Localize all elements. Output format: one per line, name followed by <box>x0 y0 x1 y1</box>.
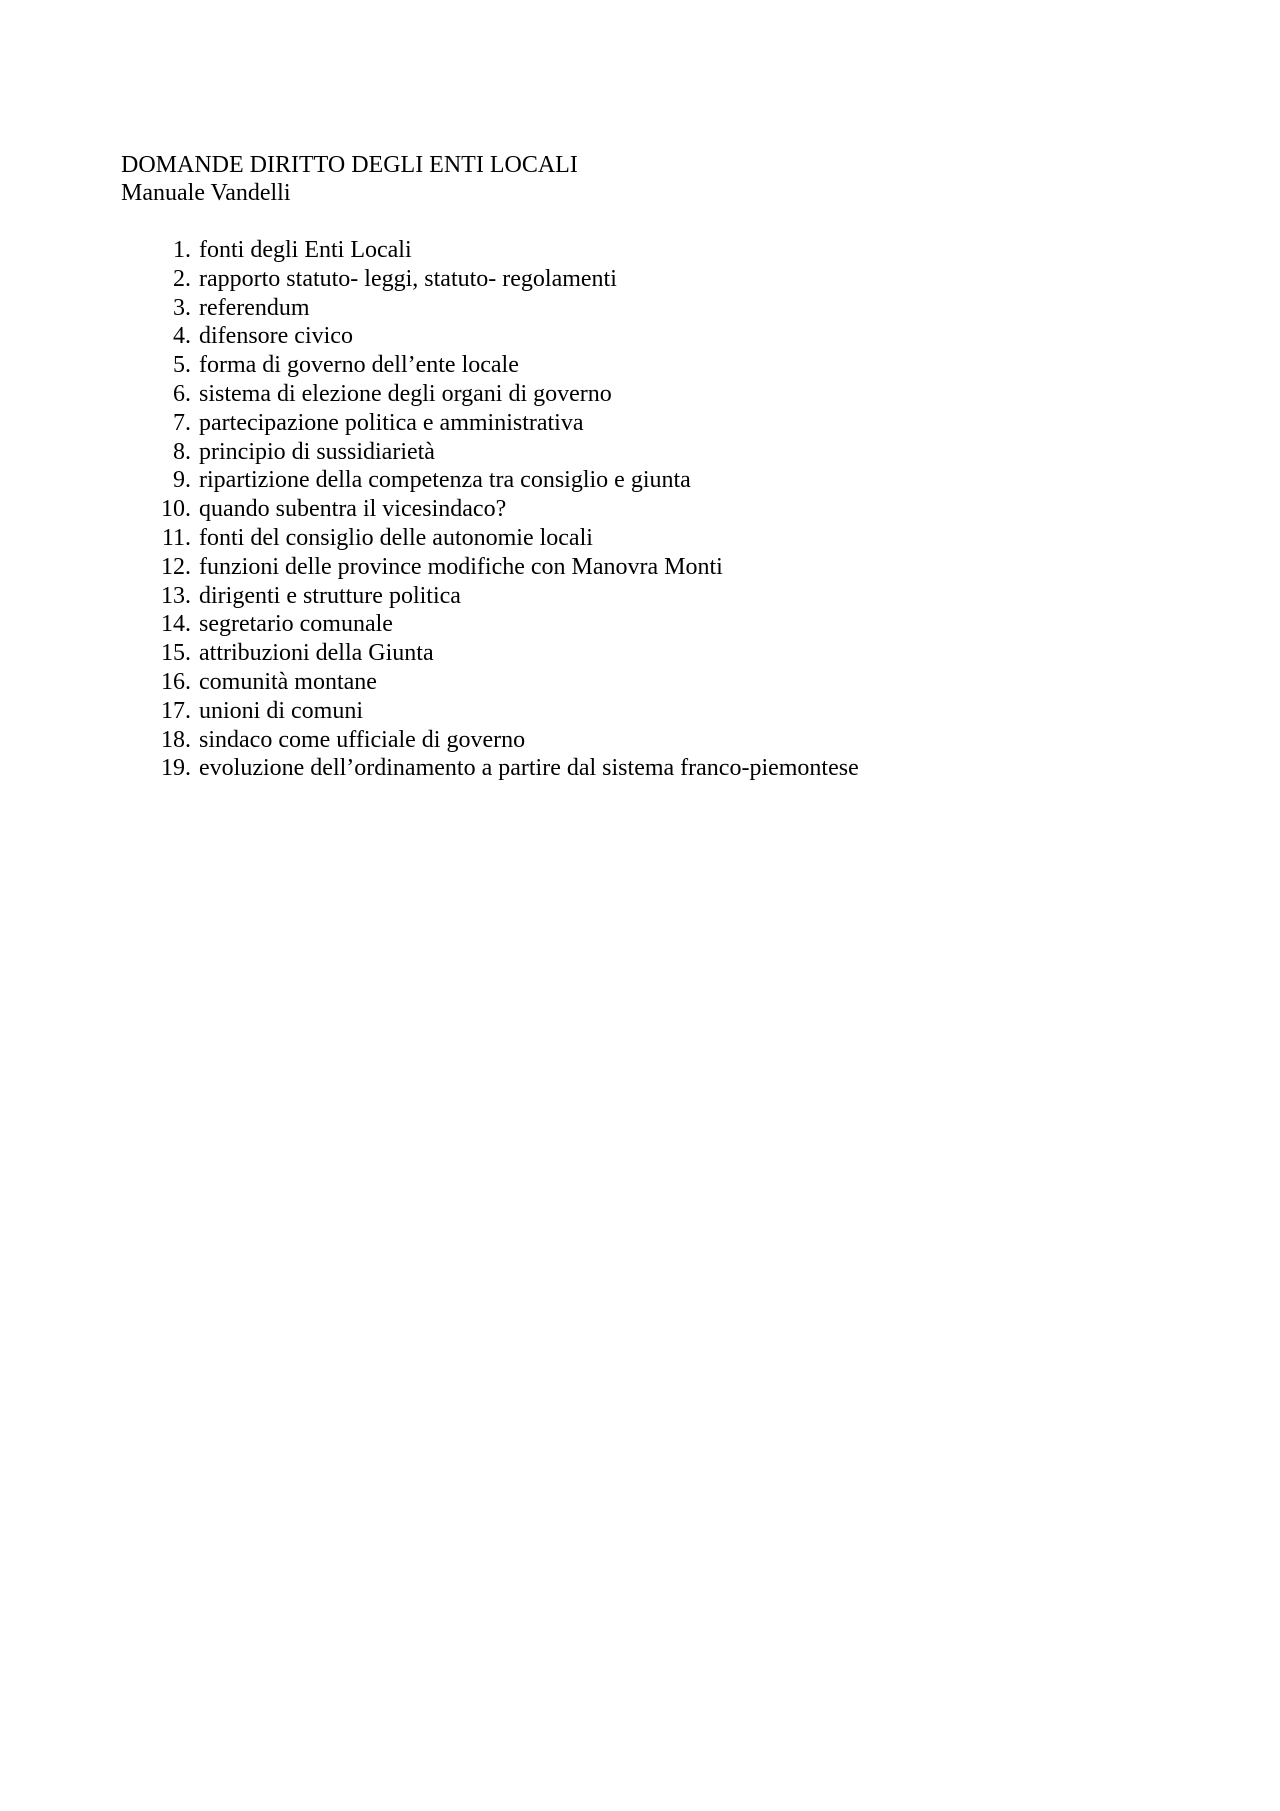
question-text: difensore civico <box>199 323 353 350</box>
question-item <box>121 438 859 467</box>
document-title: DOMANDE DIRITTO DEGLI ENTI LOCALI <box>121 152 578 178</box>
question-number: 13. <box>161 582 191 609</box>
question-number: 5. <box>173 352 191 379</box>
question-number: 14. <box>161 611 191 638</box>
question-number: 1. <box>173 237 191 263</box>
question-text: attribuzioni della Giunta <box>199 640 434 667</box>
question-item <box>121 294 859 323</box>
question-number: 6. <box>173 380 191 407</box>
question-number: 17. <box>161 697 191 724</box>
question-number: 18. <box>161 726 191 753</box>
question-number: 10. <box>161 496 191 523</box>
question-text: sistema di elezione degli organi di governo <box>199 380 612 407</box>
question-item <box>121 582 859 611</box>
question-item <box>121 610 859 639</box>
question-item <box>121 553 859 582</box>
question-number: 4. <box>173 323 191 350</box>
question-item <box>121 726 859 755</box>
question-text: quando subentra il vicesindaco? <box>199 496 507 523</box>
question-number: 19. <box>161 755 191 782</box>
question-text: referendum <box>199 294 310 321</box>
question-text: sindaco come ufficiale di governo <box>199 726 526 753</box>
question-text: segretario comunale <box>199 611 393 638</box>
question-item <box>121 697 859 726</box>
question-item <box>121 380 859 409</box>
question-number: 2. <box>173 265 191 292</box>
question-item <box>121 668 859 697</box>
question-number: 7. <box>173 409 191 436</box>
question-number: 3. <box>173 294 191 321</box>
question-list <box>121 236 859 783</box>
question-text: partecipazione politica e amministrativa <box>199 409 584 436</box>
question-item <box>121 754 859 783</box>
question-text: ripartizione della competenza tra consiglio e giunta <box>199 467 691 494</box>
question-text: fonti del consiglio delle autonomie locali <box>199 524 593 551</box>
document-header <box>121 151 578 207</box>
question-text: principio di sussidiarietà <box>199 438 435 465</box>
document-subtitle: Manuale Vandelli <box>121 180 291 206</box>
question-number: 12. <box>161 553 191 580</box>
question-item <box>121 351 859 380</box>
question-number: 11. <box>161 524 191 551</box>
question-number: 16. <box>161 668 191 695</box>
question-text: forma di governo dell’ente locale <box>199 352 519 379</box>
question-text: evoluzione dell’ordinamento a partire dal sistema franco-piemontese <box>199 755 859 782</box>
question-item <box>121 495 859 524</box>
question-text: rapporto statuto- leggi, statuto- regolamenti <box>199 265 617 292</box>
question-text: fonti degli Enti Locali <box>199 237 412 263</box>
question-item <box>121 409 859 438</box>
question-text: funzioni delle province modifiche con Manovra Monti <box>199 553 723 580</box>
question-text: dirigenti e strutture politica <box>199 582 461 609</box>
question-item <box>121 524 859 553</box>
question-number: 15. <box>161 640 191 667</box>
question-text: unioni di comuni <box>199 697 363 724</box>
question-item <box>121 265 859 294</box>
question-number: 9. <box>173 467 191 494</box>
question-text: comunità montane <box>199 668 377 695</box>
question-item <box>121 639 859 668</box>
question-item <box>121 466 859 495</box>
question-number: 8. <box>173 438 191 465</box>
question-item <box>121 236 859 265</box>
question-item <box>121 322 859 351</box>
